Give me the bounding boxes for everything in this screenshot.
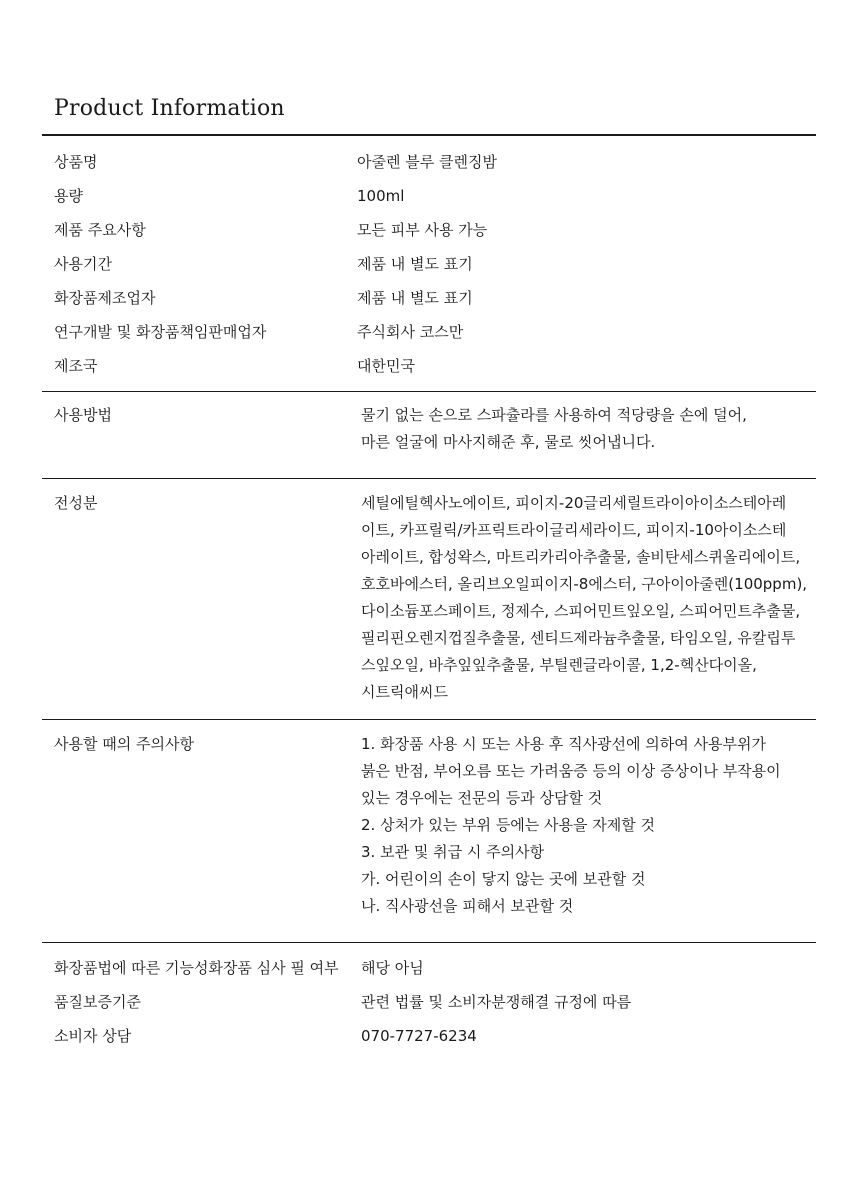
info-label: 연구개발 및 화장품책임판매업자 bbox=[54, 323, 267, 341]
section-divider bbox=[42, 391, 816, 392]
ingredients-line: 필리핀오렌지껍질추출물, 센티드제라늄추출물, 타임오일, 유칼립투 bbox=[361, 629, 796, 647]
section-divider bbox=[42, 942, 816, 943]
info-label: 화장품법에 따른 기능성화장품 심사 필 여부 bbox=[54, 959, 339, 977]
info-value: 100ml bbox=[357, 187, 405, 205]
info-value: 관련 법률 및 소비자분쟁해결 규정에 따름 bbox=[361, 993, 632, 1011]
info-label: 용량 bbox=[54, 187, 83, 205]
info-row-customer-service bbox=[0, 1019, 860, 1053]
caution-line: 붉은 반점, 부어오름 또는 가려움증 등의 이상 증상이나 부작용이 bbox=[361, 762, 781, 780]
ingredients-line: 시트릭애씨드 bbox=[361, 683, 448, 701]
info-row-key-notes bbox=[0, 213, 860, 247]
info-label: 화장품제조업자 bbox=[54, 289, 156, 307]
info-row-country bbox=[0, 349, 860, 383]
info-label: 사용기간 bbox=[54, 255, 112, 273]
ingredients-line: 호호바에스터, 올리브오일피이지-8에스터, 구아이아줄렌(100ppm), bbox=[361, 575, 808, 593]
caution-line: 나. 직사광선을 피해서 보관할 것 bbox=[361, 897, 574, 915]
info-row-responsible-seller bbox=[0, 315, 860, 349]
info-value: 모든 피부 사용 가능 bbox=[357, 221, 488, 239]
info-label: 상품명 bbox=[54, 153, 98, 171]
usage-text bbox=[361, 402, 811, 456]
caution-line: 있는 경우에는 전문의 등과 상담할 것 bbox=[361, 789, 603, 807]
ingredients-line: 아레이트, 합성왁스, 마트리카리아추출물, 솔비탄세스퀴올리에이트, bbox=[361, 548, 801, 566]
caution-line: 2. 상처가 있는 부위 등에는 사용을 자제할 것 bbox=[361, 816, 656, 834]
title-divider bbox=[42, 134, 816, 136]
section-divider bbox=[42, 478, 816, 479]
page-title: Product Information bbox=[54, 96, 285, 121]
ingredients-line: 세틸에틸헥사노에이트, 피이지-20글리세릴트라이아이소스테아레 bbox=[361, 494, 787, 512]
info-value: 제품 내 별도 표기 bbox=[357, 255, 473, 273]
ingredients-line: 다이소듐포스페이트, 정제수, 스피어민트잎오일, 스피어민트추출물, bbox=[361, 602, 801, 620]
info-label: 소비자 상담 bbox=[54, 1027, 132, 1045]
info-value: 대한민국 bbox=[357, 357, 415, 375]
ingredients-line: 스잎오일, 바추잎잎추출물, 부틸렌글라이콜, 1,2-헥산다이올, bbox=[361, 656, 757, 674]
info-row-manufacturer bbox=[0, 281, 860, 315]
info-value: 아줄렌 블루 클렌징밤 bbox=[357, 153, 497, 171]
basic-info-section bbox=[0, 145, 860, 383]
section-divider bbox=[42, 719, 816, 720]
usage-line: 마른 얼굴에 마사지해준 후, 물로 씻어냅니다. bbox=[361, 433, 656, 451]
caution-text bbox=[361, 731, 811, 920]
info-row-functional-review bbox=[0, 951, 860, 985]
info-label: 제품 주요사항 bbox=[54, 221, 146, 239]
caution-line: 1. 화장품 사용 시 또는 사용 후 직사광선에 의하여 사용부위가 bbox=[361, 735, 766, 753]
info-row-quality-standard bbox=[0, 985, 860, 1019]
info-label: 제조국 bbox=[54, 357, 98, 375]
usage-line: 물기 없는 손으로 스파츌라를 사용하여 적당량을 손에 덜어, bbox=[361, 406, 747, 424]
ingredients-line: 이트, 카프릴릭/카프릭트라이글리세라이드, 피이지-10아이소스테 bbox=[361, 521, 787, 539]
caution-line: 가. 어린이의 손이 닿지 않는 곳에 보관할 것 bbox=[361, 870, 646, 888]
ingredients-text bbox=[361, 490, 811, 706]
info-value: 해당 아님 bbox=[361, 959, 424, 977]
info-row-volume bbox=[0, 179, 860, 213]
footer-info-section bbox=[0, 951, 860, 1053]
usage-label: 사용방법 bbox=[54, 406, 112, 424]
caution-line: 3. 보관 및 취급 시 주의사항 bbox=[361, 843, 545, 861]
caution-label: 사용할 때의 주의사항 bbox=[54, 735, 194, 753]
info-value: 070-7727-6234 bbox=[361, 1027, 477, 1045]
info-value: 제품 내 별도 표기 bbox=[357, 289, 473, 307]
info-row-usage-period bbox=[0, 247, 860, 281]
info-label: 품질보증기준 bbox=[54, 993, 141, 1011]
ingredients-label: 전성분 bbox=[54, 494, 98, 512]
info-value: 주식회사 코스만 bbox=[357, 323, 464, 341]
info-row-product-name bbox=[0, 145, 860, 179]
